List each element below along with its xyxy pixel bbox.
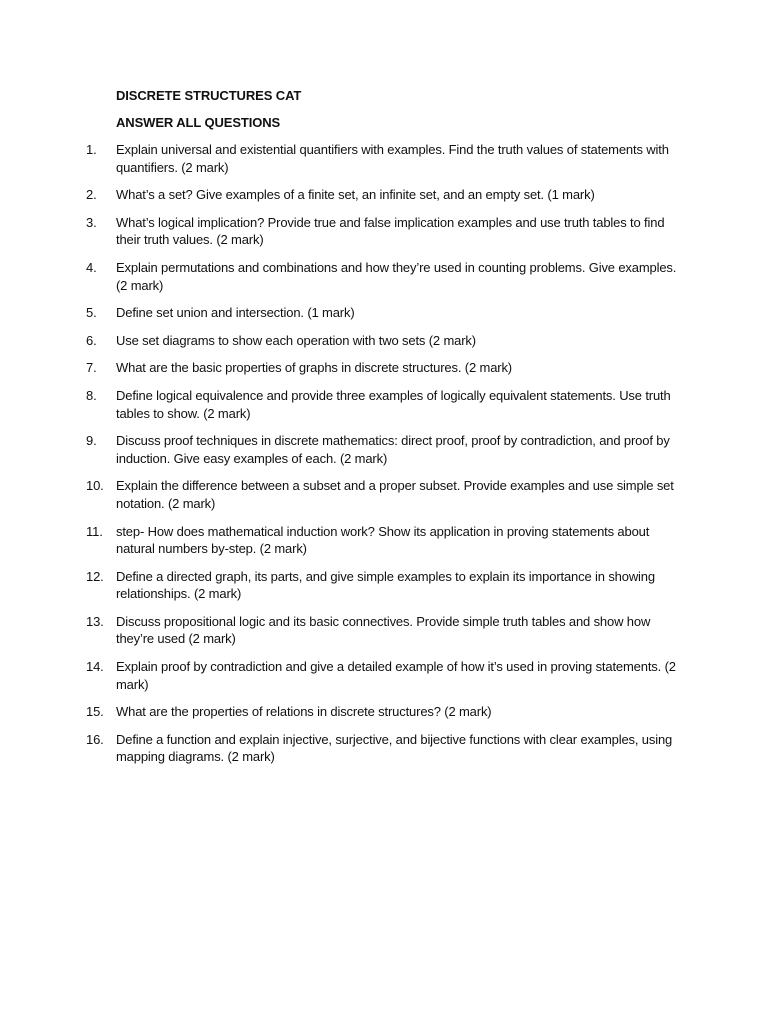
question-text: step- How does mathematical induction work? Show its application in proving statements about natural numbers by-step. (2 mark) [116, 523, 650, 557]
question-text: Use set diagrams to show each operation with two sets (2 mark) [116, 332, 476, 348]
question-number: 5. [86, 305, 97, 321]
question-item [0, 658, 768, 693]
question-text: What’s a set? Give examples of a finite set, an infinite set, and an empty set. (1 mark) [116, 187, 595, 203]
question-number: 16. [86, 731, 104, 747]
document-instruction: ANSWER ALL QUESTIONS [116, 115, 281, 130]
question-text: Define set union and intersection. (1 mark) [116, 305, 355, 321]
question-number: 1. [86, 142, 97, 157]
question-text: Explain the difference between a subset and a proper subset. Provide examples and use simple set notation. (2 mark) [116, 478, 674, 511]
question-number: 13. [86, 613, 104, 629]
question-number: 9. [86, 433, 97, 449]
question-item [0, 332, 768, 350]
question-item [0, 477, 768, 512]
question-item [0, 568, 768, 603]
question-item [0, 703, 768, 721]
question-number: 8. [86, 387, 97, 403]
question-item [0, 523, 768, 558]
question-number: 14. [86, 659, 104, 675]
question-item [0, 214, 768, 249]
question-item [0, 141, 768, 176]
question-number: 12. [86, 568, 104, 584]
question-item [0, 432, 768, 467]
question-number: 7. [86, 360, 97, 376]
question-text: Define a directed graph, its parts, and give simple examples to explain its importance in showing relationships. (2 mark) [116, 568, 655, 602]
question-number: 11. [86, 523, 103, 539]
document-title: DISCRETE STRUCTURES CAT [116, 88, 302, 103]
question-text: Explain permutations and combinations and how they’re used in counting problems. Give examples. (2 mark) [116, 259, 677, 293]
question-text: Define a function and explain injective, surjective, and bijective functions with clear examples, using mapping diagrams. (2 mark) [116, 731, 673, 765]
question-number: 3. [86, 214, 97, 230]
question-text: What’s logical implication? Provide true and false implication examples and use truth tables to find their truth values. (2 mark) [116, 214, 665, 248]
question-text: What are the basic properties of graphs in discrete structures. (2 mark) [116, 360, 512, 376]
question-list [0, 141, 768, 766]
question-number: 10. [86, 478, 104, 494]
question-item [0, 387, 768, 422]
question-item [0, 359, 768, 377]
question-item [0, 613, 768, 648]
question-text: Discuss proof techniques in discrete mathematics: direct proof, proof by contradiction, and proof by induction. Give easy examples of each. (2 mark) [116, 433, 670, 466]
question-number: 15. [86, 704, 104, 720]
question-text: Explain proof by contradiction and give a detailed example of how it’s used in proving statements. (2 mark) [116, 659, 676, 692]
document-content [0, 87, 768, 776]
question-text: What are the properties of relations in discrete structures? (2 mark) [116, 704, 492, 720]
question-text: Define logical equivalence and provide three examples of logically equivalent statements. Use truth tables to show. (2 mark) [116, 387, 671, 421]
question-text: Explain universal and existential quantifiers with examples. Find the truth values of statements with quantifiers. (2 mark) [116, 142, 669, 175]
question-number: 6. [86, 332, 97, 348]
question-item [0, 731, 768, 766]
question-number: 2. [86, 187, 97, 203]
question-item [0, 304, 768, 322]
question-item [0, 186, 768, 204]
question-number: 4. [86, 259, 97, 275]
question-item [0, 259, 768, 294]
question-text: Discuss propositional logic and its basic connectives. Provide simple truth tables and show how they’re used (2 mark) [116, 613, 651, 647]
